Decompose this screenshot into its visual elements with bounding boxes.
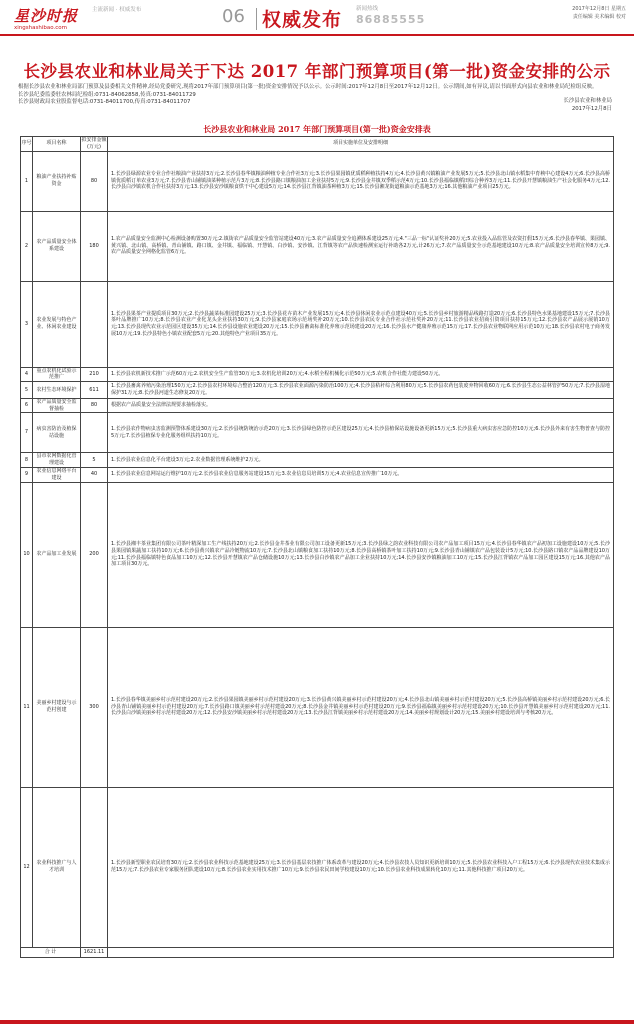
section-title: 权威发布 (262, 9, 343, 31)
header-no: 序号 (21, 137, 33, 152)
row-project-name: 美丽乡村建设与示范村创建 (33, 627, 81, 787)
row-detail: 1.长沙县农业信息化平台建设3万元;2.农业数据管理系统维护2万元。 (108, 453, 614, 468)
row-detail: 1.长沙县畜禽养殖污染治理150万元;2.长沙县农村环境综合整治120万元;3.长沙县农业面源污染防治100万元;4.长沙县秸秆综合利用80万元;5.长沙县农药包装废弃物回收60万元;6.长沙县生态公益林管护50万元;7.长沙县湿地保护31万元;8.长沙县河道生态修复20万元。 (108, 382, 614, 399)
newspaper-logo[interactable] (6, 2, 96, 31)
row-amount: 80 (81, 398, 108, 413)
masthead (0, 0, 634, 36)
slogan-line: 主流新闻 · 权威发布 (92, 7, 142, 13)
row-detail: 1.长沙县农作物病虫害监测预警体系建设30万元;2.长沙县统防统治示范20万元;3.长沙县绿色防控示范区建设25万元;4.长沙县植保站设施设备更新15万元;5.长沙县重大病虫害应急防控10万元;6.长沙县外来有害生物普查与防控5万元;7.长沙县植保专业化服务组织扶持10万元。 (108, 413, 614, 453)
row-number: 9 (21, 467, 33, 482)
row-project-name: 农产品加工业发展 (33, 482, 81, 627)
row-amount: 611 (81, 382, 108, 399)
issuer-date: 2017年12月8日 (571, 105, 612, 112)
row-number: 11 (21, 627, 33, 787)
slogan (92, 7, 162, 14)
row-number: 12 (21, 787, 33, 947)
table-row (21, 787, 614, 947)
table-row (21, 482, 614, 627)
row-number: 7 (21, 413, 33, 453)
table-row (21, 382, 614, 399)
row-project-name: 农产品质量安全监督抽检 (33, 398, 81, 413)
table-header-row (21, 137, 614, 152)
table-row (21, 467, 614, 482)
row-detail: 1.长沙县湘丰茶业集团有限公司茶叶精深加工生产线扶持20万元;2.长沙县金井茶业有限公司加工设备更新15万元;3.长沙县绿之韵农业科技有限公司农产品加工项目15万元;4.长沙县春华镇农产品初加工设施建设10万元;5.长沙县果园镇果蔬加工扶持10万元;6.长沙县黄兴镇农产品冷链物流10万元;7.长沙县北山镇粮食加工扶持10万元;8.长沙县高桥镇茶叶加工扶持10万元;9.长沙县青山铺镇农产品包装设计5万元;10.长沙县路口镇农产品品牌建设10万元;11.长沙县福临镇特色食品加工10万元;12.长沙县开慧镇农产品仓储设施10万元;13.长沙县白沙镇农产品加工企业扶持10万元;14.长沙县安沙镇粮油加工10万元;15.长沙县江背镇农产品加工园区建设15万元;16.其他农产品加工项目30万元。 (108, 482, 614, 627)
header-detail: 项目实施单位及安排明细 (108, 137, 614, 152)
issuer-org: 长沙县农业和林业局 (563, 98, 612, 104)
editor-credits: 责任编辑 美术编辑 校对 (572, 14, 626, 20)
total-detail (108, 947, 614, 957)
row-number: 3 (21, 281, 33, 367)
hotline-number: 86885555 (356, 13, 426, 26)
header-amount: 拟安排金额(万元) (81, 137, 107, 150)
row-project-name: 重点农机化试验示范推广 (33, 367, 81, 382)
row-detail: 1.农产品质量安全监测中心检测设备购置30万元;2.镇街农产品质量安全监管站建设40万元;3.农产品质量安全追溯体系建设25万元;4."三品一标"认证奖补20万元;5.农业投入品监管及农资打假15万元;6.长沙县春华镇、果园镇、黄兴镇、北山镇、高桥镇、青山铺镇、路口镇、金井镇、福临镇、开慧镇、白沙镇、安沙镇、江背镇等农产品快速检测室运行补助各2万元,计26万元;7.农产品质量安全示范基地建设10万元;8.农产品质量安全培训宣传8万元;9.农产品质量安全网格化监管6万元。 (108, 211, 614, 281)
row-amount: 80 (81, 151, 108, 211)
row-amount (81, 787, 108, 947)
row-amount: 40 (81, 467, 108, 482)
row-detail: 1.长沙县果茶产业提质项目30万元;2.长沙县蔬菜标准园建设25万元;3.长沙县花卉苗木产业发展15万元;4.长沙县休闲农业示范点建设40万元;5.长沙县乡村旅游精品线路打造20万元;6.长沙县特色水果基地建设15万元;7.长沙县茶叶品牌推广10万元;8.长沙县农业产业化龙头企业扶持30万元;9.长沙县家庭农场示范场奖补20万元;10.长沙县农民专业合作社示范社奖补20万元;11.长沙县农业招商引资项目扶持15万元;12.长沙县农产品展示展销10万元;13.长沙县现代农业示范园区建设35万元;14.长沙县设施农业建设20万元;15.长沙县畜禽标准化养殖示范场建设20万元;16.长沙县水产健康养殖示范15万元;17.长沙县农业物联网应用示范10万元;18.长沙县农村电子商务发展10万元;19.长沙县特色小镇农业配套5万元;20.其他特色产业项目35万元。 (108, 281, 614, 367)
row-project-name: 农村生态环境保护 (33, 382, 81, 399)
row-amount (81, 281, 108, 367)
header-name: 项目名称 (33, 137, 81, 152)
page-number: 06 (222, 6, 245, 27)
row-amount: 180 (81, 211, 108, 281)
row-detail: 根据农产品质量安全法律法规要求抽检落实。 (108, 398, 614, 413)
intro-paragraph (18, 84, 618, 107)
issuer-block (563, 98, 612, 113)
row-amount: 200 (81, 482, 108, 627)
intro-contact: 长沙县纪委监委驻农林局纪检组:0731-84062858,传真:0731-84011729 (18, 91, 196, 98)
table-title: 长沙县农业和林业局 2017 年部门预算项目(第一批)资金安排表 (203, 124, 431, 134)
row-number: 4 (21, 367, 33, 382)
total-amount: 1621.11 (81, 947, 108, 957)
table-row (21, 211, 614, 281)
table-row (21, 281, 614, 367)
intro-contact: 长沙县财政局农业股监督电话:0731-84011700,传真:0731-84011707 (18, 99, 191, 105)
table-row (21, 398, 614, 413)
table-total-row (21, 947, 614, 957)
budget-table-wrap (20, 136, 614, 1012)
row-project-name: 农业科技推广与人才培训 (33, 787, 81, 947)
row-detail: 1.长沙县农业信息网站运行维护10万元;2.长沙县农业信息服务站建设15万元;3.农业信息员培训5万元;4.农业信息宣传推广10万元。 (108, 467, 614, 482)
logo-url: xingshashibao.com (14, 25, 67, 31)
row-amount: 300 (81, 627, 108, 787)
row-project-name: 县市农网数据化管理建设 (33, 453, 81, 468)
row-amount: 210 (81, 367, 108, 382)
row-number: 10 (21, 482, 33, 627)
row-amount: 5 (81, 453, 108, 468)
row-number: 1 (21, 151, 33, 211)
table-row (21, 453, 614, 468)
footer-bar (0, 1020, 634, 1024)
row-detail: 1.长沙县农机新技术推广示范60万元;2.农机安全生产监管30万元;3.农机化培训20万元;4.水稻全程机械化示范50万元;5.农机合作社能力建设50万元。 (108, 367, 614, 382)
row-detail: 1.长沙县新型职业农民培育30万元;2.长沙县农业科技示范基地建设25万元;3.长沙县基层农技推广体系改革与建设20万元;4.长沙县农技人员知识更新培训10万元;5.长沙县农业科技入户工程15万元;6.长沙县现代农业技术集成示范15万元;7.长沙县农业专家服务团队建设10万元;8.长沙县农业实用技术推广10万元;9.长沙县农民田间学校建设10万元;10.长沙县农业科技成果转化10万元;11.其他科技推广项目20万元。 (108, 787, 614, 947)
row-project-name: 粮油产业扶持补贴资金 (33, 151, 81, 211)
table-row (21, 627, 614, 787)
issue-date: 2017年12月8日 星期五 (572, 6, 626, 12)
row-project-name: 农业发展与特色产业、休闲农业建设 (33, 281, 81, 367)
table-row (21, 367, 614, 382)
row-amount (81, 413, 108, 453)
row-detail: 1.长沙县绿源农业专业合作社粮油产业扶持3万元;2.长沙县春华镇粮油种植专业合作社3万元;3.长沙县果园镇优质稻种植扶持4万元;4.长沙县黄兴镇粮油产业发展5万元;5.长沙县北山镇水稻集中育秧中心建设4万元;6.长沙县高桥镇优质稻订单农业3万元;7.长沙县青山铺镇油菜种植示范片3万元;8.长沙县路口镇粮油加工企业扶持5万元;9.长沙县金井镇双季稻示范4万元;10.长沙县福临镇稻田综合种养3万元;11.长沙县开慧镇粮油生产社会化服务4万元;12.长沙县白沙镇农机合作社扶持3万元;13.长沙县安沙镇粮食烘干中心建设5万元;14.长沙县江背镇油茶种植3万元;15.长沙县湘龙街道粮油示范基地3万元;16.其他粮油产业项目25万元。 (108, 151, 614, 211)
budget-table (20, 136, 614, 958)
row-number: 2 (21, 211, 33, 281)
table-row (21, 151, 614, 211)
row-number: 5 (21, 382, 33, 399)
article-headline: 长沙县农业和林业局关于下达 2017 年部门预算项目(第一批)资金安排的公示 (23, 62, 611, 81)
total-label: 合 计 (21, 947, 81, 957)
table-row (21, 413, 614, 453)
row-number: 6 (21, 398, 33, 413)
row-project-name: 病虫害防治及植保站设施 (33, 413, 81, 453)
intro-line: 根据长沙县农业和林业局部门预算及县委相关文件精神,经局党委研究,现将2017年部门预算项目(第一批)资金安排情况予以公示。公示时间:2017年12月8日至2017年12月12日。公示期间,如有异议,请以书面形式向县农业和林业局纪检组反映。 (18, 84, 598, 90)
row-number: 8 (21, 453, 33, 468)
row-project-name: 农产品质量安全体系建设 (33, 211, 81, 281)
logo-text: 星沙时报 (14, 7, 79, 25)
row-project-name: 农业信息网络平台建设 (33, 467, 81, 482)
divider (256, 8, 257, 30)
issue-meta (572, 5, 626, 21)
hotline-label: 新闻热线 (356, 6, 379, 12)
row-detail: 1.长沙县春华镇美丽乡村示范村建设20万元;2.长沙县果园镇美丽乡村示范村建设20万元;3.长沙县黄兴镇美丽乡村示范村建设20万元;4.长沙县北山镇美丽乡村示范村建设20万元;5.长沙县高桥镇美丽乡村示范村建设20万元;6.长沙县青山铺镇美丽乡村示范村建设20万元;7.长沙县路口镇美丽乡村示范村建设20万元;8.长沙县金井镇美丽乡村示范村建设20万元;9.长沙县福临镇美丽乡村示范村建设20万元;10.长沙县开慧镇美丽乡村示范村建设20万元;11.长沙县白沙镇美丽乡村示范村建设20万元;12.长沙县安沙镇美丽乡村示范村建设20万元;13.长沙县江背镇美丽乡村示范村建设20万元;14.美丽乡村规划设计20万元;15.美丽乡村建设培训与考核20万元。 (108, 627, 614, 787)
